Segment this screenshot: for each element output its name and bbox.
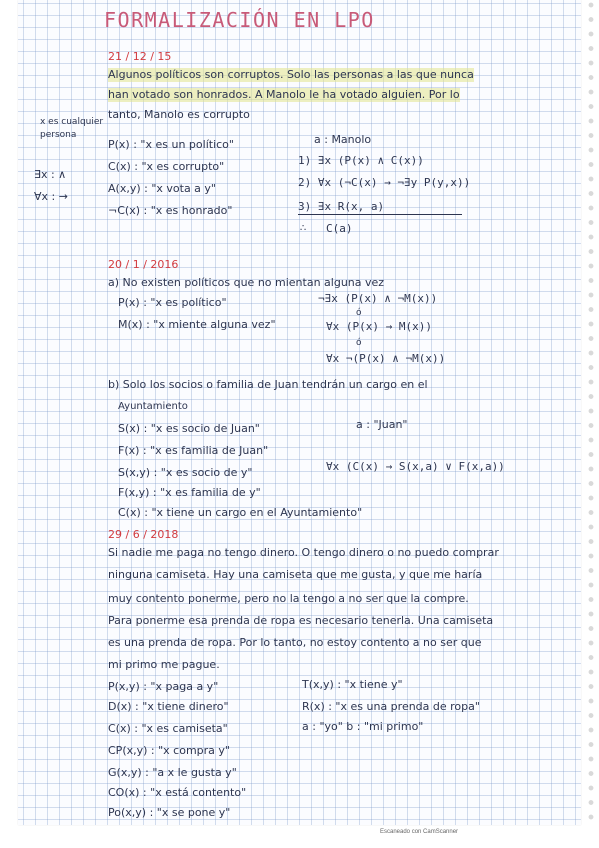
conclusion-divider — [298, 214, 462, 215]
predicate-definition: S(x,y) : "x es socio de y" — [118, 466, 253, 479]
predicate-definition: A(x,y) : "x vota a y" — [108, 182, 216, 195]
quantifier-note: ∃x : ∧ — [34, 168, 67, 181]
predicate-definition: F(x) : "x es familia de Juan" — [118, 444, 269, 457]
predicate-definition: CO(x) : "x está contento" — [108, 786, 247, 799]
predicate-definition: D(x) : "x tiene dinero" — [108, 700, 229, 713]
exercise-statement: b) Solo los socios o familia de Juan tendrán un cargo en el — [108, 378, 428, 391]
formula: 2) ∀x (¬C(x) → ¬∃y P(y,x)) — [298, 176, 471, 189]
predicate-definition: P(x) : "x es político" — [118, 296, 227, 309]
statement-line: tanto, Manolo es corrupto — [108, 108, 250, 121]
spiral-binding — [586, 0, 596, 825]
constant-definition: a : Manolo — [314, 133, 372, 146]
margin-note: x es cualquier — [40, 117, 104, 127]
formula: ∀x (C(x) → S(x,a) ∨ F(x,a)) — [326, 460, 505, 473]
formula: 3) ∃x R(x, a) — [298, 200, 385, 213]
therefore-mark: ∴ — [300, 223, 307, 234]
predicate-definition: C(x) : "x tiene un cargo en el Ayuntamiento" — [118, 506, 363, 519]
statement-line: han votado son honrados. A Manolo le ha votado alguien. Por lo — [108, 88, 460, 101]
exercise-statement: Ayuntamiento — [118, 401, 188, 412]
statement-line: Si nadie me paga no tengo dinero. O tengo dinero o no puedo comprar — [108, 546, 499, 559]
predicate-definition: C(x) : "x es camiseta" — [108, 722, 228, 735]
quantifier-note: ∀x : → — [34, 190, 68, 203]
scanner-watermark: Escaneado con CamScanner — [380, 829, 459, 835]
predicate-definition: C(x) : "x es corrupto" — [108, 160, 225, 173]
statement-line: ninguna camiseta. Hay una camiseta que me gusta, y que me haría — [108, 568, 483, 581]
statement-line: muy contento ponerme, pero no la tengo a no ser que la compre. — [108, 592, 469, 605]
predicate-definition: CP(x,y) : "x compra y" — [108, 744, 230, 757]
statement-line: mi primo me pague. — [108, 658, 220, 671]
margin-note: persona — [40, 130, 77, 140]
predicate-definition: F(x,y) : "x es familia de y" — [118, 486, 261, 499]
predicate-definition: Po(x,y) : "x se pone y" — [108, 806, 231, 819]
exercise-statement: a) No existen políticos que no mientan alguna vez — [108, 276, 385, 289]
conclusion: C(a) — [326, 222, 353, 235]
predicate-definition: ¬C(x) : "x es honrado" — [108, 204, 233, 217]
formula: ¬∃x (P(x) ∧ ¬M(x)) — [318, 292, 438, 305]
date-section-1: 21 / 12 / 15 — [108, 50, 172, 63]
statement-line: es una prenda de ropa. Por lo tanto, no estoy contento a no ser que — [108, 636, 482, 649]
formula: 1) ∃x (P(x) ∧ C(x)) — [298, 154, 424, 167]
formula: ∀x ¬(P(x) ∧ ¬M(x)) — [326, 352, 446, 365]
formula: ∀x (P(x) → M(x)) — [326, 320, 432, 333]
predicate-definition: P(x) : "x es un político" — [108, 138, 234, 151]
constant-definition: a : "Juan" — [356, 418, 408, 431]
predicate-definition: R(x) : "x es una prenda de ropa" — [302, 700, 480, 713]
predicate-definition: S(x) : "x es socio de Juan" — [118, 422, 260, 435]
predicate-definition: G(x,y) : "a x le gusta y" — [108, 766, 237, 779]
predicate-definition: T(x,y) : "x tiene y" — [302, 678, 403, 691]
or-mark: ó — [356, 308, 362, 318]
page-title: FORMALIZACIÓN EN LPO — [104, 8, 375, 32]
date-section-2: 20 / 1 / 2016 — [108, 258, 179, 271]
predicate-definition: M(x) : "x miente alguna vez" — [118, 318, 276, 331]
statement-line: Para ponerme esa prenda de ropa es necesario tenerla. Una camiseta — [108, 614, 494, 627]
predicate-definition: P(x,y) : "x paga a y" — [108, 680, 219, 693]
or-mark: ó — [356, 338, 362, 348]
date-section-3: 29 / 6 / 2018 — [108, 528, 179, 541]
statement-line: Algunos políticos son corruptos. Solo las personas a las que nunca — [108, 68, 474, 81]
constant-definition: a : "yo" b : "mi primo" — [302, 720, 424, 733]
